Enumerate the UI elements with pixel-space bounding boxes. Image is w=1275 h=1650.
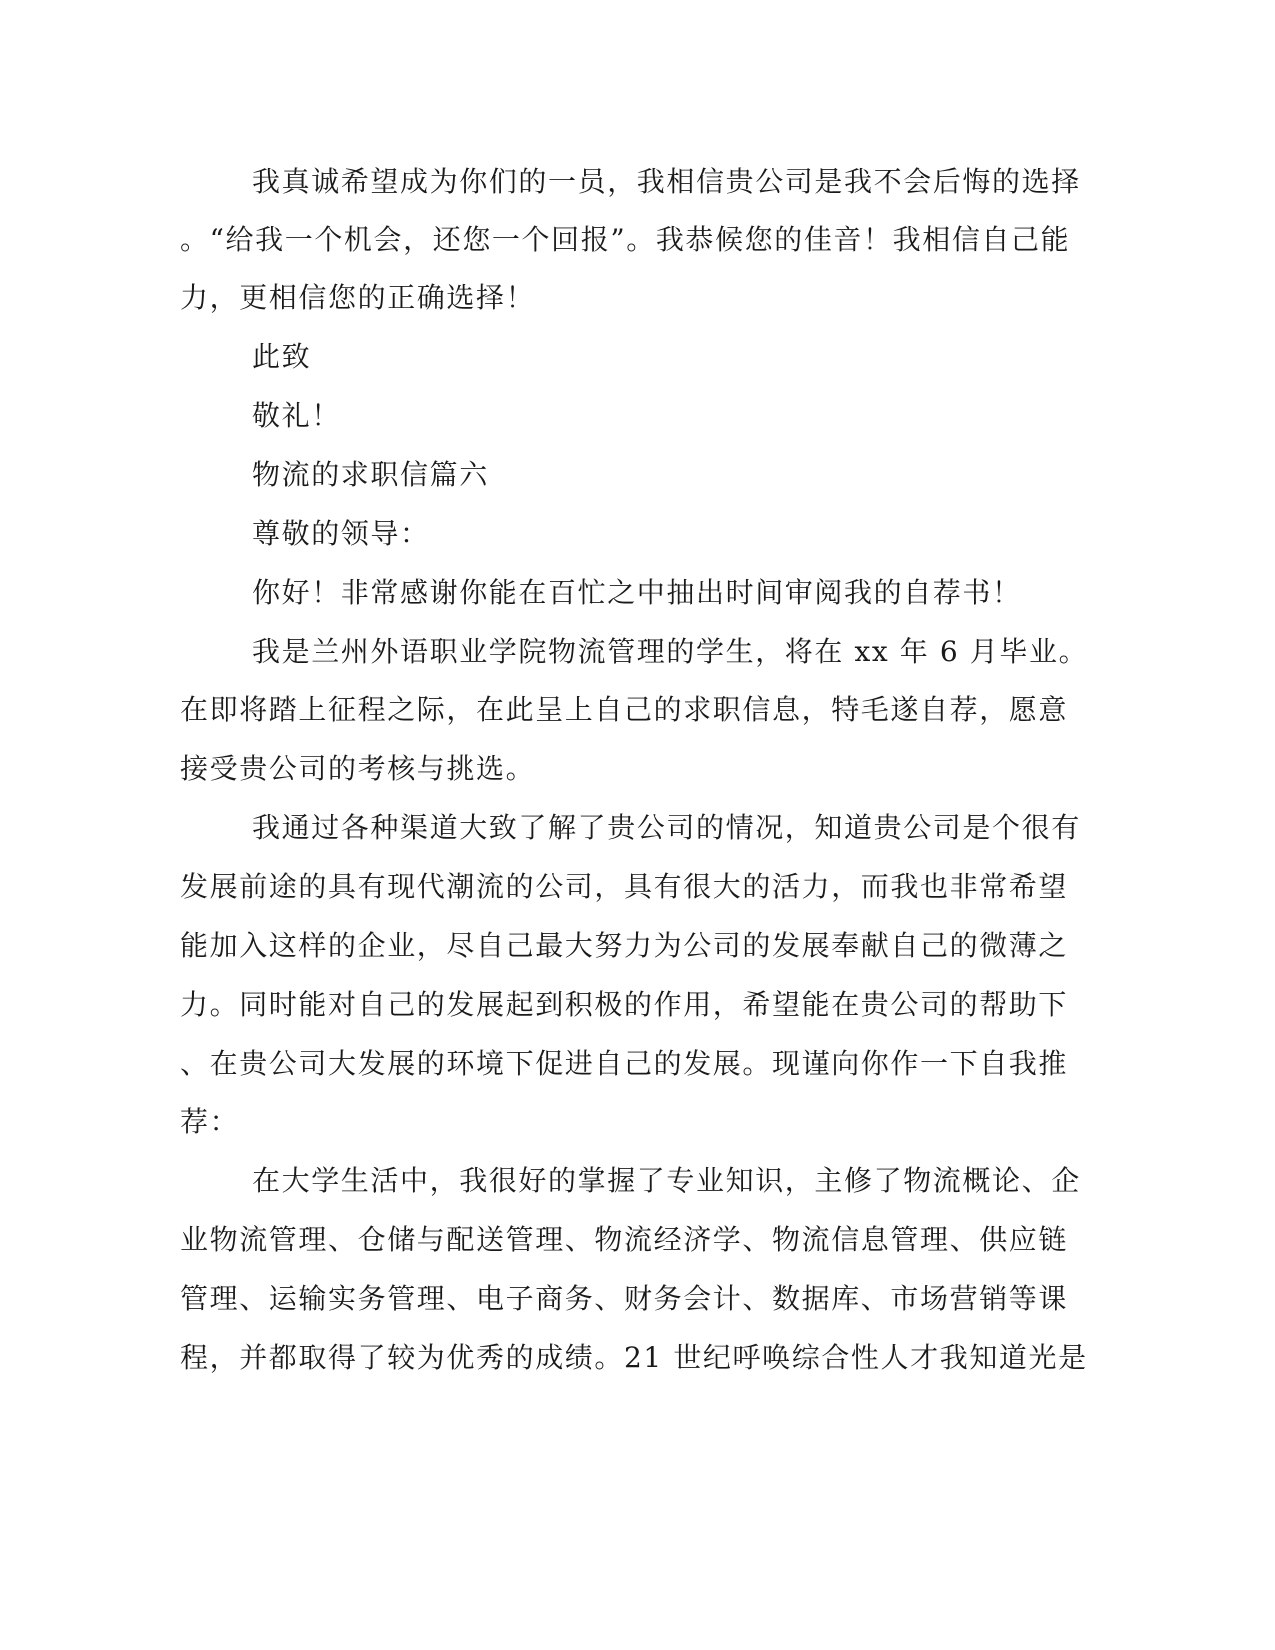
text-line-20: 管理、运输实务管理、电子商务、财务会计、数据库、市场营销等课 (180, 1282, 1069, 1315)
text-line-16: 、在贵公司大发展的环境下促进自己的发展。现谨向你作一下自我推 (180, 1047, 1069, 1080)
closing-phrase: 此致 (252, 340, 312, 373)
text-line-17: 荐： (180, 1105, 240, 1138)
text-line-2: 。“给我一个机会，还您一个回报”。我恭候您的佳音！我相信自己能 (180, 223, 1071, 256)
section-heading: 物流的求职信篇六 (252, 458, 489, 491)
text-line-21: 程，并都取得了较为优秀的成绩。21 世纪呼唤综合性人才我知道光是 (180, 1341, 1088, 1374)
text-line-1: 我真诚希望成为你们的一员，我相信贵公司是我不会后悔的选择 (252, 165, 1081, 198)
greeting: 尊敬的领导： (252, 517, 430, 550)
text-line-18: 在大学生活中，我很好的掌握了专业知识，主修了物流概论、企 (252, 1164, 1081, 1197)
text-line-3: 力，更相信您的正确选择！ (180, 281, 536, 314)
text-line-11: 接受贵公司的考核与挑选。 (180, 752, 536, 785)
text-line-12: 我通过各种渠道大致了解了贵公司的情况，知道贵公司是个很有 (252, 811, 1081, 844)
salutation-closing: 敬礼！ (252, 399, 341, 432)
text-line-10: 在即将踏上征程之际，在此呈上自己的求职信息，特毛遂自荐，愿意 (180, 693, 1069, 726)
text-line-8: 你好！非常感谢你能在百忙之中抽出时间审阅我的自荐书！ (252, 576, 1022, 609)
text-line-14: 能加入这样的企业，尽自己最大努力为公司的发展奉献自己的微薄之 (180, 929, 1069, 962)
text-line-9: 我是兰州外语职业学院物流管理的学生，将在 xx 年 6 月毕业。 (252, 635, 1089, 668)
text-line-13: 发展前途的具有现代潮流的公司，具有很大的活力，而我也非常希望 (180, 870, 1069, 903)
text-line-19: 业物流管理、仓储与配送管理、物流经济学、物流信息管理、供应链 (180, 1223, 1069, 1256)
text-line-15: 力。同时能对自己的发展起到积极的作用，希望能在贵公司的帮助下 (180, 988, 1069, 1021)
